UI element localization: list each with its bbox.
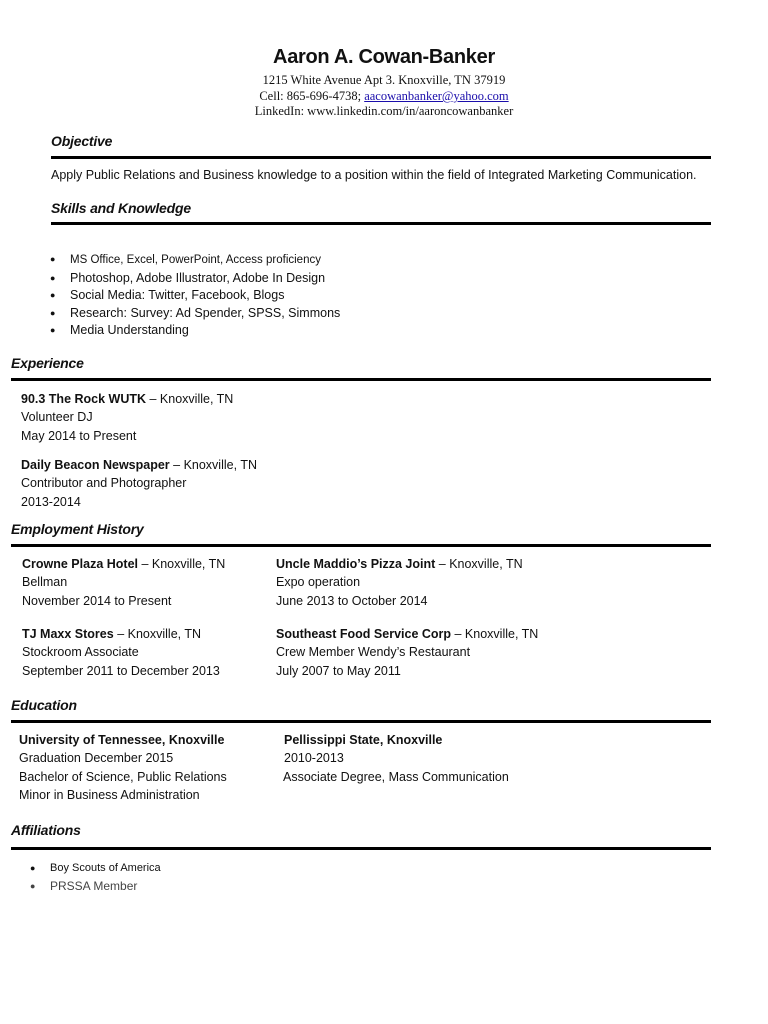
employment-entry: Uncle Maddio’s Pizza Joint – Knoxville, TN Expo operation June 2013 to October 2014 <box>276 555 523 610</box>
affiliation-item: ● Boy Scouts of America <box>30 860 430 878</box>
skills-rule <box>51 222 711 225</box>
role: Contributor and Photographer <box>21 476 187 491</box>
org-name: Uncle Maddio’s Pizza Joint <box>276 557 436 571</box>
education-rule <box>11 720 711 723</box>
org-name: TJ Maxx Stores <box>22 627 114 641</box>
role: Volunteer DJ <box>21 410 93 425</box>
employment-heading: Employment History <box>11 521 144 537</box>
resume-name: Aaron A. Cowan-Banker <box>273 46 495 68</box>
education-entry <box>284 731 509 786</box>
school-name: University of Tennessee, Knoxville <box>19 733 225 747</box>
education-heading: Education <box>11 697 77 713</box>
org-name: Crowne Plaza Hotel <box>22 557 138 571</box>
experience-rule <box>11 378 711 381</box>
org-name: Daily Beacon Newspaper <box>21 458 170 472</box>
objective-text: Apply Public Relations and Business knowledge to a position within the field of Integrated Marketing Communication. <box>51 168 697 182</box>
role: Stockroom Associate <box>22 645 139 660</box>
address-line: 1215 White Avenue Apt 3. Knoxville, TN 37919 <box>262 73 506 87</box>
employment-entry: Crowne Plaza Hotel – Knoxville, TN Bellman November 2014 to Present <box>22 555 225 610</box>
education-detail: Graduation December 2015 <box>19 751 174 766</box>
experience-entry: 90.3 The Rock WUTK – Knoxville, TN Volunteer DJ May 2014 to Present <box>21 390 233 445</box>
email-link[interactable]: aacowanbanker@yahoo.com <box>364 89 509 103</box>
skill-item: ● Research: Survey: Ad Spender, SPSS, Simmons <box>50 305 650 323</box>
linkedin-line: LinkedIn: www.linkedin.com/in/aaroncowanbanker <box>254 104 514 118</box>
affiliations-rule <box>11 847 711 850</box>
role: Bellman <box>22 575 68 590</box>
dates: 2013-2014 <box>21 494 81 509</box>
employment-entry: Southeast Food Service Corp – Knoxville, TN Crew Member Wendy’s Restaurant July 2007 to May 2011 <box>276 625 538 680</box>
dates: May 2014 to Present <box>21 428 137 443</box>
dates: November 2014 to Present <box>22 593 172 608</box>
skill-item: ● Media Understanding <box>50 322 650 340</box>
affiliations-heading: Affiliations <box>11 822 81 838</box>
dates: July 2007 to May 2011 <box>276 663 401 678</box>
education-detail: Associate Degree, Mass Communication <box>283 769 509 784</box>
skills-heading: Skills and Knowledge <box>51 200 191 216</box>
education-entry <box>19 731 227 805</box>
role: Expo operation <box>276 575 361 590</box>
objective-heading: Objective <box>51 133 113 149</box>
education-detail: 2010-2013 <box>284 751 344 766</box>
org-name: 90.3 The Rock WUTK <box>21 392 147 406</box>
employment-rule <box>11 544 711 547</box>
skills-list <box>50 251 650 340</box>
dates: September 2011 to December 2013 <box>22 663 220 678</box>
cell-email-line <box>0 89 768 104</box>
cell-number: Cell: 865-696-4738; <box>259 89 365 103</box>
affiliation-item: ● PRSSA Member <box>30 878 430 896</box>
education-detail: Minor in Business Administration <box>19 788 200 803</box>
skill-item: ● Social Media: Twitter, Facebook, Blogs <box>50 287 650 305</box>
experience-entry: Daily Beacon Newspaper – Knoxville, TN Contributor and Photographer 2013-2014 <box>21 456 257 511</box>
skill-item: ● MS Office, Excel, PowerPoint, Access proficiency <box>50 251 650 270</box>
objective-rule <box>51 156 711 159</box>
education-detail: Bachelor of Science, Public Relations <box>19 769 227 784</box>
dates: June 2013 to October 2014 <box>276 593 428 608</box>
employment-entry: TJ Maxx Stores – Knoxville, TN Stockroom Associate September 2011 to December 2013 <box>22 625 220 680</box>
org-name: Southeast Food Service Corp <box>276 627 452 641</box>
school-name: Pellissippi State, Knoxville <box>284 733 443 747</box>
skill-item: ● Photoshop, Adobe Illustrator, Adobe In Design <box>50 270 650 288</box>
affiliations-list <box>30 860 430 895</box>
experience-heading: Experience <box>11 355 84 371</box>
role: Crew Member Wendy’s Restaurant <box>276 645 471 660</box>
